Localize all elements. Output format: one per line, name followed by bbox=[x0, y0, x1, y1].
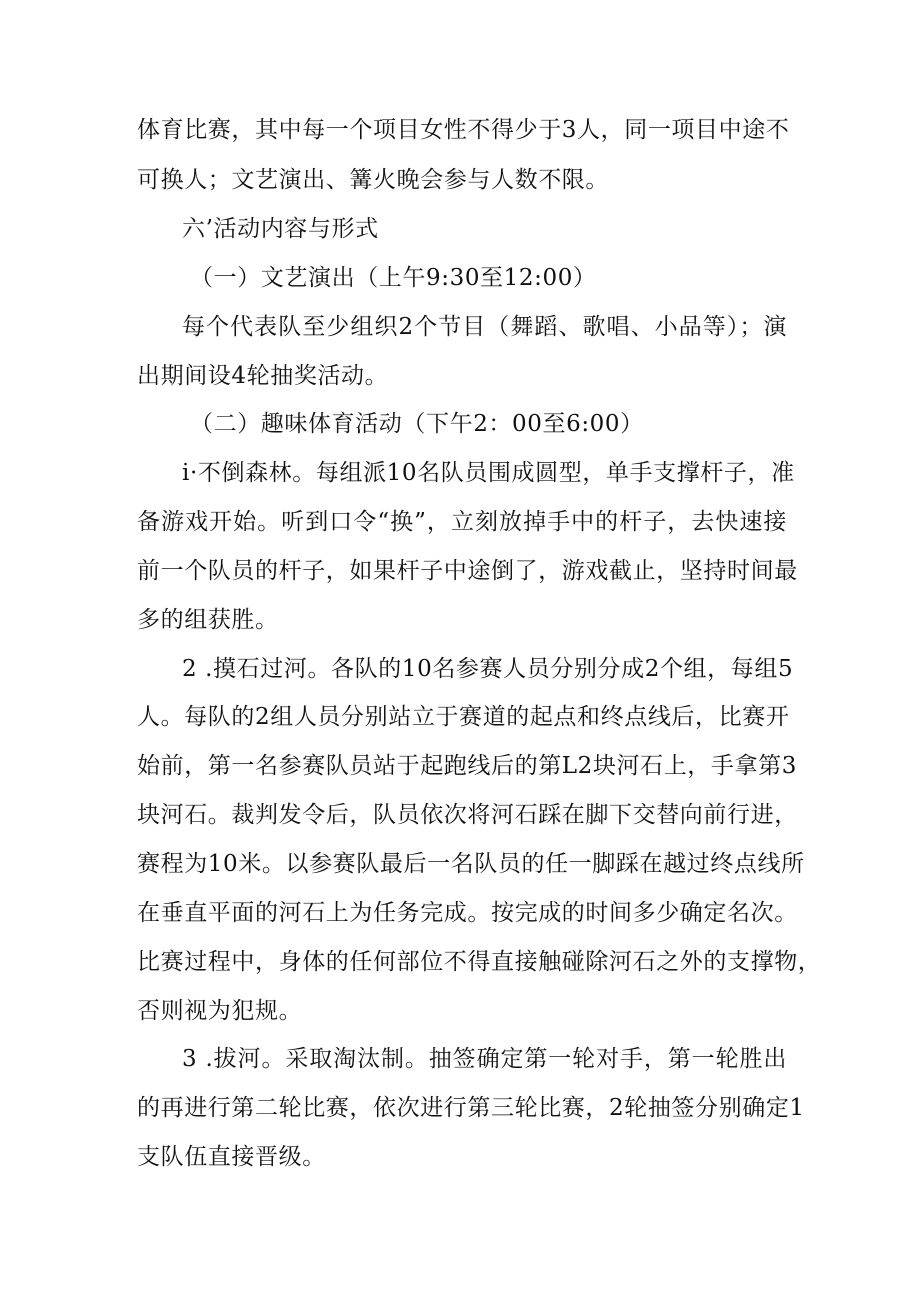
section-heading: 六’活动内容与形式 bbox=[182, 216, 379, 242]
paragraph-line: 3 .拔河。采取淘汰制。抽签确定第一轮对手，第一轮胜出 bbox=[182, 1046, 787, 1072]
paragraph-line: 始前，第一名参赛队员站于起跑线后的第L2块河石上，手拿第3 bbox=[137, 753, 797, 779]
paragraph-line: 人。每队的2组人员分别站立于赛道的起点和终点线后，比赛开 bbox=[137, 704, 790, 730]
paragraph-line: 多的组获胜。 bbox=[137, 607, 279, 633]
paragraph-line: 出期间设4轮抽奖活动。 bbox=[137, 363, 389, 389]
paragraph-line: 备游戏开始。听到口令“换”，立刻放掉手中的杆子，去快速接 bbox=[137, 509, 787, 535]
paragraph-line: 块河石。裁判发令后，队员依次将河石踩在脚下交替向前行进， bbox=[137, 802, 798, 828]
paragraph-line: i·不倒森林。每组派10名队员围成圆型，单手支撑杆子，准 bbox=[182, 460, 795, 486]
paragraph-line: 前一个队员的杆子，如果杆子中途倒了，游戏截止，坚持时间最 bbox=[137, 558, 798, 584]
subsection-heading: （二）趣味体育活动（下午2：00至6:00） bbox=[190, 411, 644, 437]
paragraph-line: 体育比赛，其中每一个项目女性不得少于3人，同一项目中途不 bbox=[137, 117, 790, 143]
paragraph-line: 的再进行第二轮比赛，依次进行第三轮比赛，2轮抽签分别确定1 bbox=[137, 1095, 805, 1121]
paragraph-line: 支队伍直接晋级。 bbox=[137, 1144, 326, 1170]
paragraph-line: 比赛过程中，身体的任何部位不得直接触碰除河石之外的支撑物， bbox=[137, 949, 822, 975]
paragraph-line: 每个代表队至少组织2个节目（舞蹈、歌唱、小品等）；演 bbox=[182, 314, 787, 340]
paragraph-line: 否则视为犯规。 bbox=[137, 998, 303, 1024]
paragraph-line: 赛程为10米。以参赛队最后一名队员的任一脚踩在越过终点线所 bbox=[137, 851, 805, 877]
paragraph-line: 在垂直平面的河石上为任务完成。按完成的时间多少确定名次。 bbox=[137, 900, 798, 926]
paragraph-line: 可换人；文艺演出、篝火晚会参与人数不限。 bbox=[137, 167, 609, 193]
subsection-heading: （一）文艺演出（上午9:30至12:00） bbox=[190, 265, 597, 291]
paragraph-line: 2 .摸石过河。各队的10名参赛人员分别分成2个组，每组5 bbox=[182, 656, 794, 682]
